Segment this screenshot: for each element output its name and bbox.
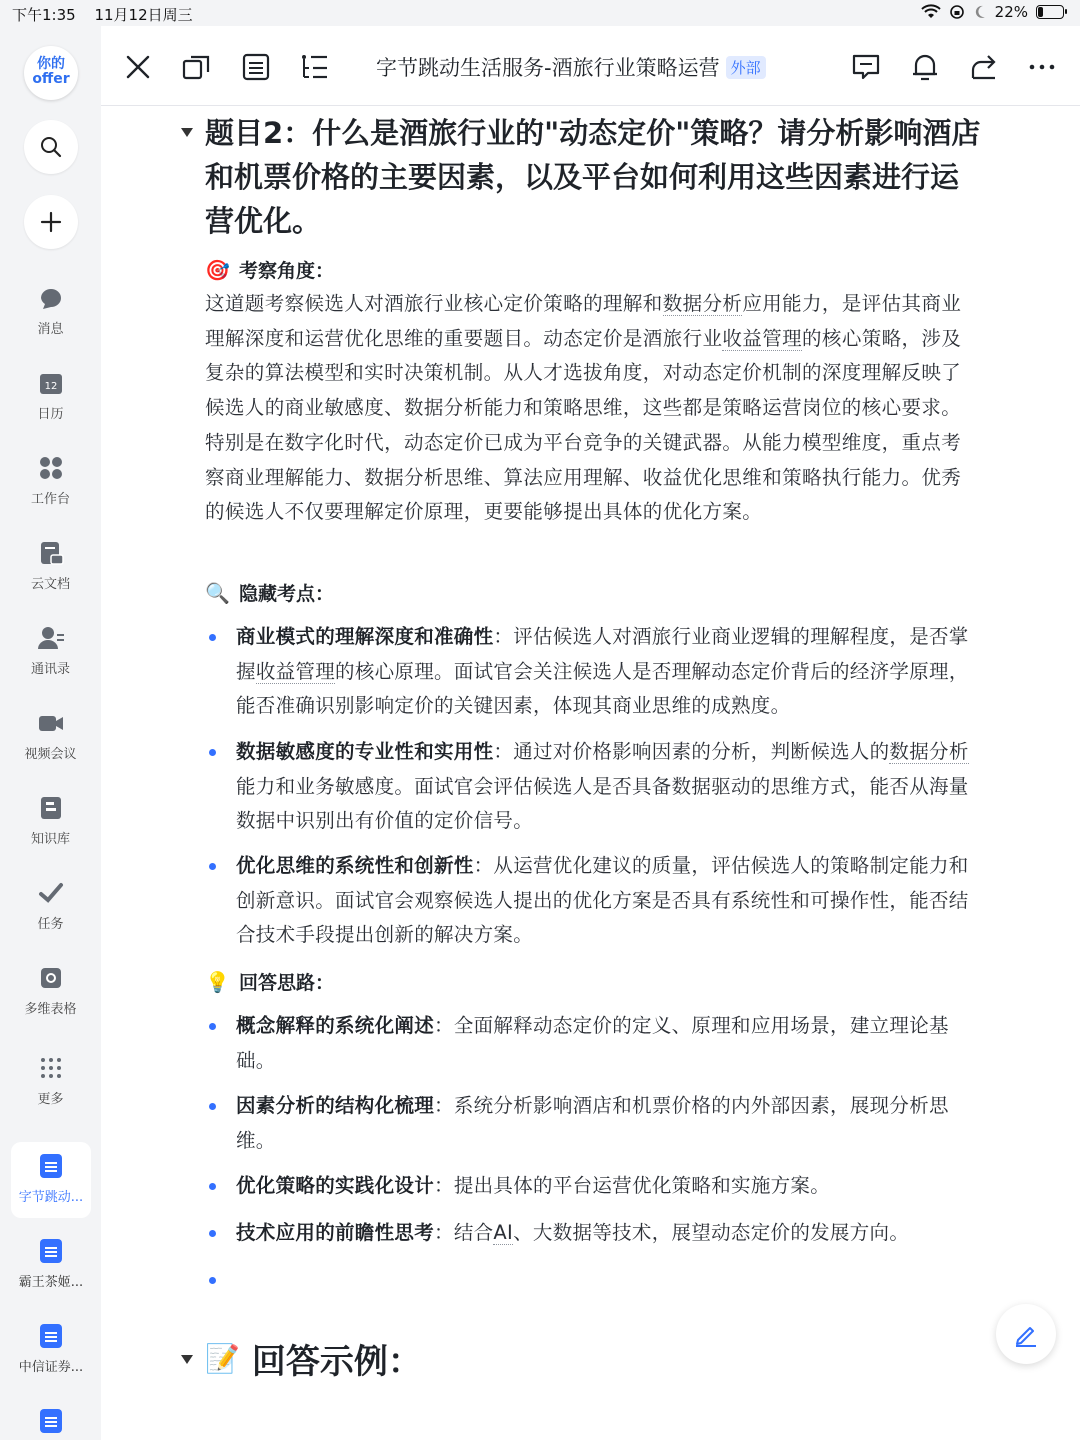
battery-percent: 22% [994, 3, 1028, 21]
sidebar-item-messages[interactable] [0, 284, 101, 337]
sidebar-item-workbench[interactable] [0, 454, 101, 507]
sidebar-item-label: 知识库 [30, 832, 70, 847]
bullet-dot [209, 863, 216, 870]
collapse-toggle-icon[interactable] [181, 128, 193, 137]
notification-bell-icon[interactable] [910, 52, 940, 82]
list-item [205, 1216, 977, 1251]
wifi-icon [921, 4, 941, 20]
pencil-icon [1012, 1320, 1040, 1348]
list-item-title: 概念解释的系统化阐述 [236, 1014, 435, 1037]
plus-icon [39, 210, 63, 234]
sidebar-item-label: 日历 [37, 407, 64, 422]
paragraph-text: 应用能力，是评估其商业理解深度和运营优化思维的重要题目。动态定价是酒旅行业 [205, 292, 962, 350]
calendar-icon [37, 369, 65, 397]
sidebar-doc-tab[interactable] [11, 1312, 91, 1388]
status-time: 下午1:35 [12, 6, 76, 24]
comment-icon[interactable] [851, 52, 881, 82]
list-item [205, 620, 977, 724]
section-heading [205, 579, 334, 606]
window-switch-icon[interactable] [181, 52, 211, 82]
more-horizontal-icon[interactable] [1027, 52, 1057, 82]
list-item [205, 1009, 977, 1078]
sidebar-doc-label: 中信证券... [18, 1360, 84, 1375]
sidebar-item-more[interactable] [0, 1054, 101, 1107]
section-heading-text: 考察角度： [239, 260, 335, 282]
outline-list-icon[interactable] [241, 52, 271, 82]
bullet-dot [209, 1103, 216, 1110]
bullet-dot [209, 1277, 216, 1284]
bullet-dot [209, 1023, 216, 1030]
section-heading-text: 隐藏考点： [239, 583, 335, 605]
battery-icon [1036, 5, 1064, 19]
section-heading [205, 968, 334, 995]
list-item-text: ：全面解释动态定价的定义、原理和应用场景，建立理论基础。 [236, 1014, 949, 1072]
question-heading: 题目2：什么是酒旅行业的"动态定价"策略？请分析影响酒店和机票价格的主要因素，以及平台如何利用这些因素进行运营优化。 [205, 116, 981, 238]
close-icon[interactable] [123, 52, 153, 82]
magnifier-icon: 🔍 [205, 580, 230, 605]
table-of-contents-icon[interactable] [299, 52, 329, 82]
paragraph [205, 287, 973, 530]
document-toolbar [101, 26, 1080, 106]
sidebar-doc-tab[interactable] [11, 1397, 91, 1440]
calendar-badge: 12 [44, 381, 57, 392]
sidebar-item-cloud-docs[interactable] [0, 539, 101, 592]
sidebar-item-label: 视频会议 [24, 747, 77, 762]
video-camera-icon [37, 709, 65, 737]
keyword-link[interactable]: 数据分析 [662, 292, 743, 315]
list-item-title: 优化思维的系统性和创新性 [236, 854, 474, 877]
list-item [205, 1169, 977, 1204]
section-heading-text: 回答示例： [251, 1342, 422, 1382]
logo-line1: 你的 [37, 56, 65, 72]
doc-icon [40, 1324, 62, 1348]
memo-icon: 📝 [205, 1342, 240, 1375]
paragraph-text: 这道题考察候选人对酒旅行业核心定价策略的理解和 [205, 292, 663, 315]
list-item [205, 849, 977, 953]
list-item-title: 商业模式的理解深度和准确性 [236, 625, 494, 648]
sidebar-item-calendar[interactable] [0, 369, 101, 422]
sidebar-item-contacts[interactable] [0, 624, 101, 677]
contacts-icon [37, 624, 65, 652]
bullet-dot [209, 1230, 216, 1237]
grid-apps-icon [37, 454, 65, 482]
list-item-text: ：通过对价格影响因素的分析，判断候选人的 [493, 740, 890, 763]
doc-icon [40, 1154, 62, 1178]
search-button[interactable] [24, 120, 78, 174]
external-badge: 外部 [726, 56, 766, 79]
keyword-link[interactable]: 收益管理 [255, 659, 336, 683]
list-item-title: 因素分析的结构化梳理 [236, 1094, 435, 1117]
doc-icon [40, 1409, 62, 1433]
list-item-text: ：结合 [434, 1221, 494, 1244]
list-item-text: ：提出具体的平台运营优化策略和实施方案。 [434, 1174, 831, 1197]
list-item-text: 的核心原理。面试官会关注候选人是否理解动态定价背后的经济学原理，能否准确识别影响定价的关键因素，体现其商业思维的成熟度。 [236, 659, 969, 718]
cloud-doc-icon [37, 539, 65, 567]
sidebar-doc-tab[interactable] [11, 1227, 91, 1303]
list-item-text: ：从运营优化建议的质量，评估候选人的策略制定能力和创新意识。面试官会观察候选人提出的优化方案是否具有系统性和可操作性，能否结合技术手段提出创新的解决方案。 [236, 854, 969, 947]
list-item [205, 735, 977, 839]
keyword-link[interactable]: AI [493, 1221, 514, 1244]
doc-icon [40, 1239, 62, 1263]
sidebar [0, 26, 101, 1440]
status-bar [0, 0, 1080, 26]
bullet-dot [209, 1183, 216, 1190]
more-dots-icon [37, 1054, 65, 1082]
list-item-title: 优化策略的实践化设计 [236, 1174, 435, 1197]
app-logo[interactable] [24, 46, 78, 100]
bitable-icon [37, 964, 65, 992]
task-check-icon [37, 879, 65, 907]
sidebar-doc-label: 霸王茶姬... [18, 1275, 84, 1290]
sidebar-item-knowledge-base[interactable] [0, 794, 101, 847]
sidebar-item-bitable[interactable] [0, 964, 101, 1017]
sidebar-item-label: 任务 [37, 917, 64, 932]
knowledge-base-icon [37, 794, 65, 822]
battery-fill [1038, 7, 1043, 17]
list-item-text: ：评估候选人对酒旅行业商业逻辑的理解程度，是否掌握 [236, 625, 969, 683]
moon-icon [973, 4, 987, 20]
section-heading [205, 256, 334, 283]
sidebar-item-tasks[interactable] [0, 879, 101, 932]
sidebar-item-label: 通讯录 [30, 662, 70, 677]
paragraph-text: 的核心策略，涉及复杂的算法模型和实时决策机制。从人才选拔角度，对动态定价机制的深度理解反映了候选人的商业敏感度、数据分析能力和策略思维，这些都是策略运营岗位的核心要求。特别是在数字化时代，动态定价已成为平台竞争的关键武器。从能力模型维度，重点考察商业理解能力、数据分析思维、算法应用理解、收益优化思维和策略执行能力。优秀的候选人不仅要理解定价原理，更要能够提出具体的优化方案。 [205, 326, 962, 524]
status-date: 11月12日周三 [94, 6, 193, 24]
keyword-link[interactable]: 数据分析 [889, 740, 969, 763]
share-icon[interactable] [969, 52, 999, 82]
list-item-title: 数据敏感度的专业性和实用性 [236, 740, 494, 763]
list-item-text: ：系统分析影响酒店和机票价格的内外部因素，展现分析思维。 [236, 1094, 949, 1152]
list-item [205, 1089, 977, 1158]
target-icon: 🎯 [205, 257, 230, 282]
bullet-dot [209, 749, 216, 756]
document-body [101, 106, 1080, 1440]
list-item-text: 能力和业务敏感度。面试官会评估候选人是否具备数据驱动的思维方式，能否从海量数据中识别出有价值的定价信号。 [236, 774, 969, 833]
list-item-text: 、大数据等技术，展望动态定价的发展方向。 [513, 1221, 910, 1244]
keyword-link[interactable]: 收益管理 [722, 326, 803, 350]
section-heading-text: 回答思路： [239, 972, 335, 994]
sidebar-doc-label: 字节跳动... [18, 1190, 84, 1205]
collapse-toggle-icon[interactable] [181, 1355, 193, 1364]
sidebar-item-label: 工作台 [30, 492, 70, 507]
list-item-title: 技术应用的前瞻性思考 [236, 1221, 435, 1244]
sidebar-item-label: 多维表格 [24, 1002, 77, 1017]
sidebar-item-video-meeting[interactable] [0, 709, 101, 762]
lightbulb-icon: 💡 [205, 969, 230, 994]
add-button[interactable] [24, 195, 78, 249]
bullet-dot [209, 634, 216, 641]
lock-rotation-icon [949, 4, 965, 20]
sidebar-item-label: 消息 [37, 322, 64, 337]
edit-button[interactable] [996, 1304, 1056, 1364]
section-heading-large [205, 1334, 422, 1383]
sidebar-doc-tab[interactable] [11, 1142, 91, 1218]
sidebar-item-label: 更多 [37, 1092, 64, 1107]
sidebar-item-label: 云文档 [30, 577, 70, 592]
logo-line2: offer [32, 71, 70, 87]
document-title [376, 52, 766, 82]
chat-bubble-icon [37, 284, 65, 312]
search-icon [39, 135, 63, 159]
document-title-text: 字节跳动生活服务-酒旅行业策略运营 [376, 56, 720, 80]
